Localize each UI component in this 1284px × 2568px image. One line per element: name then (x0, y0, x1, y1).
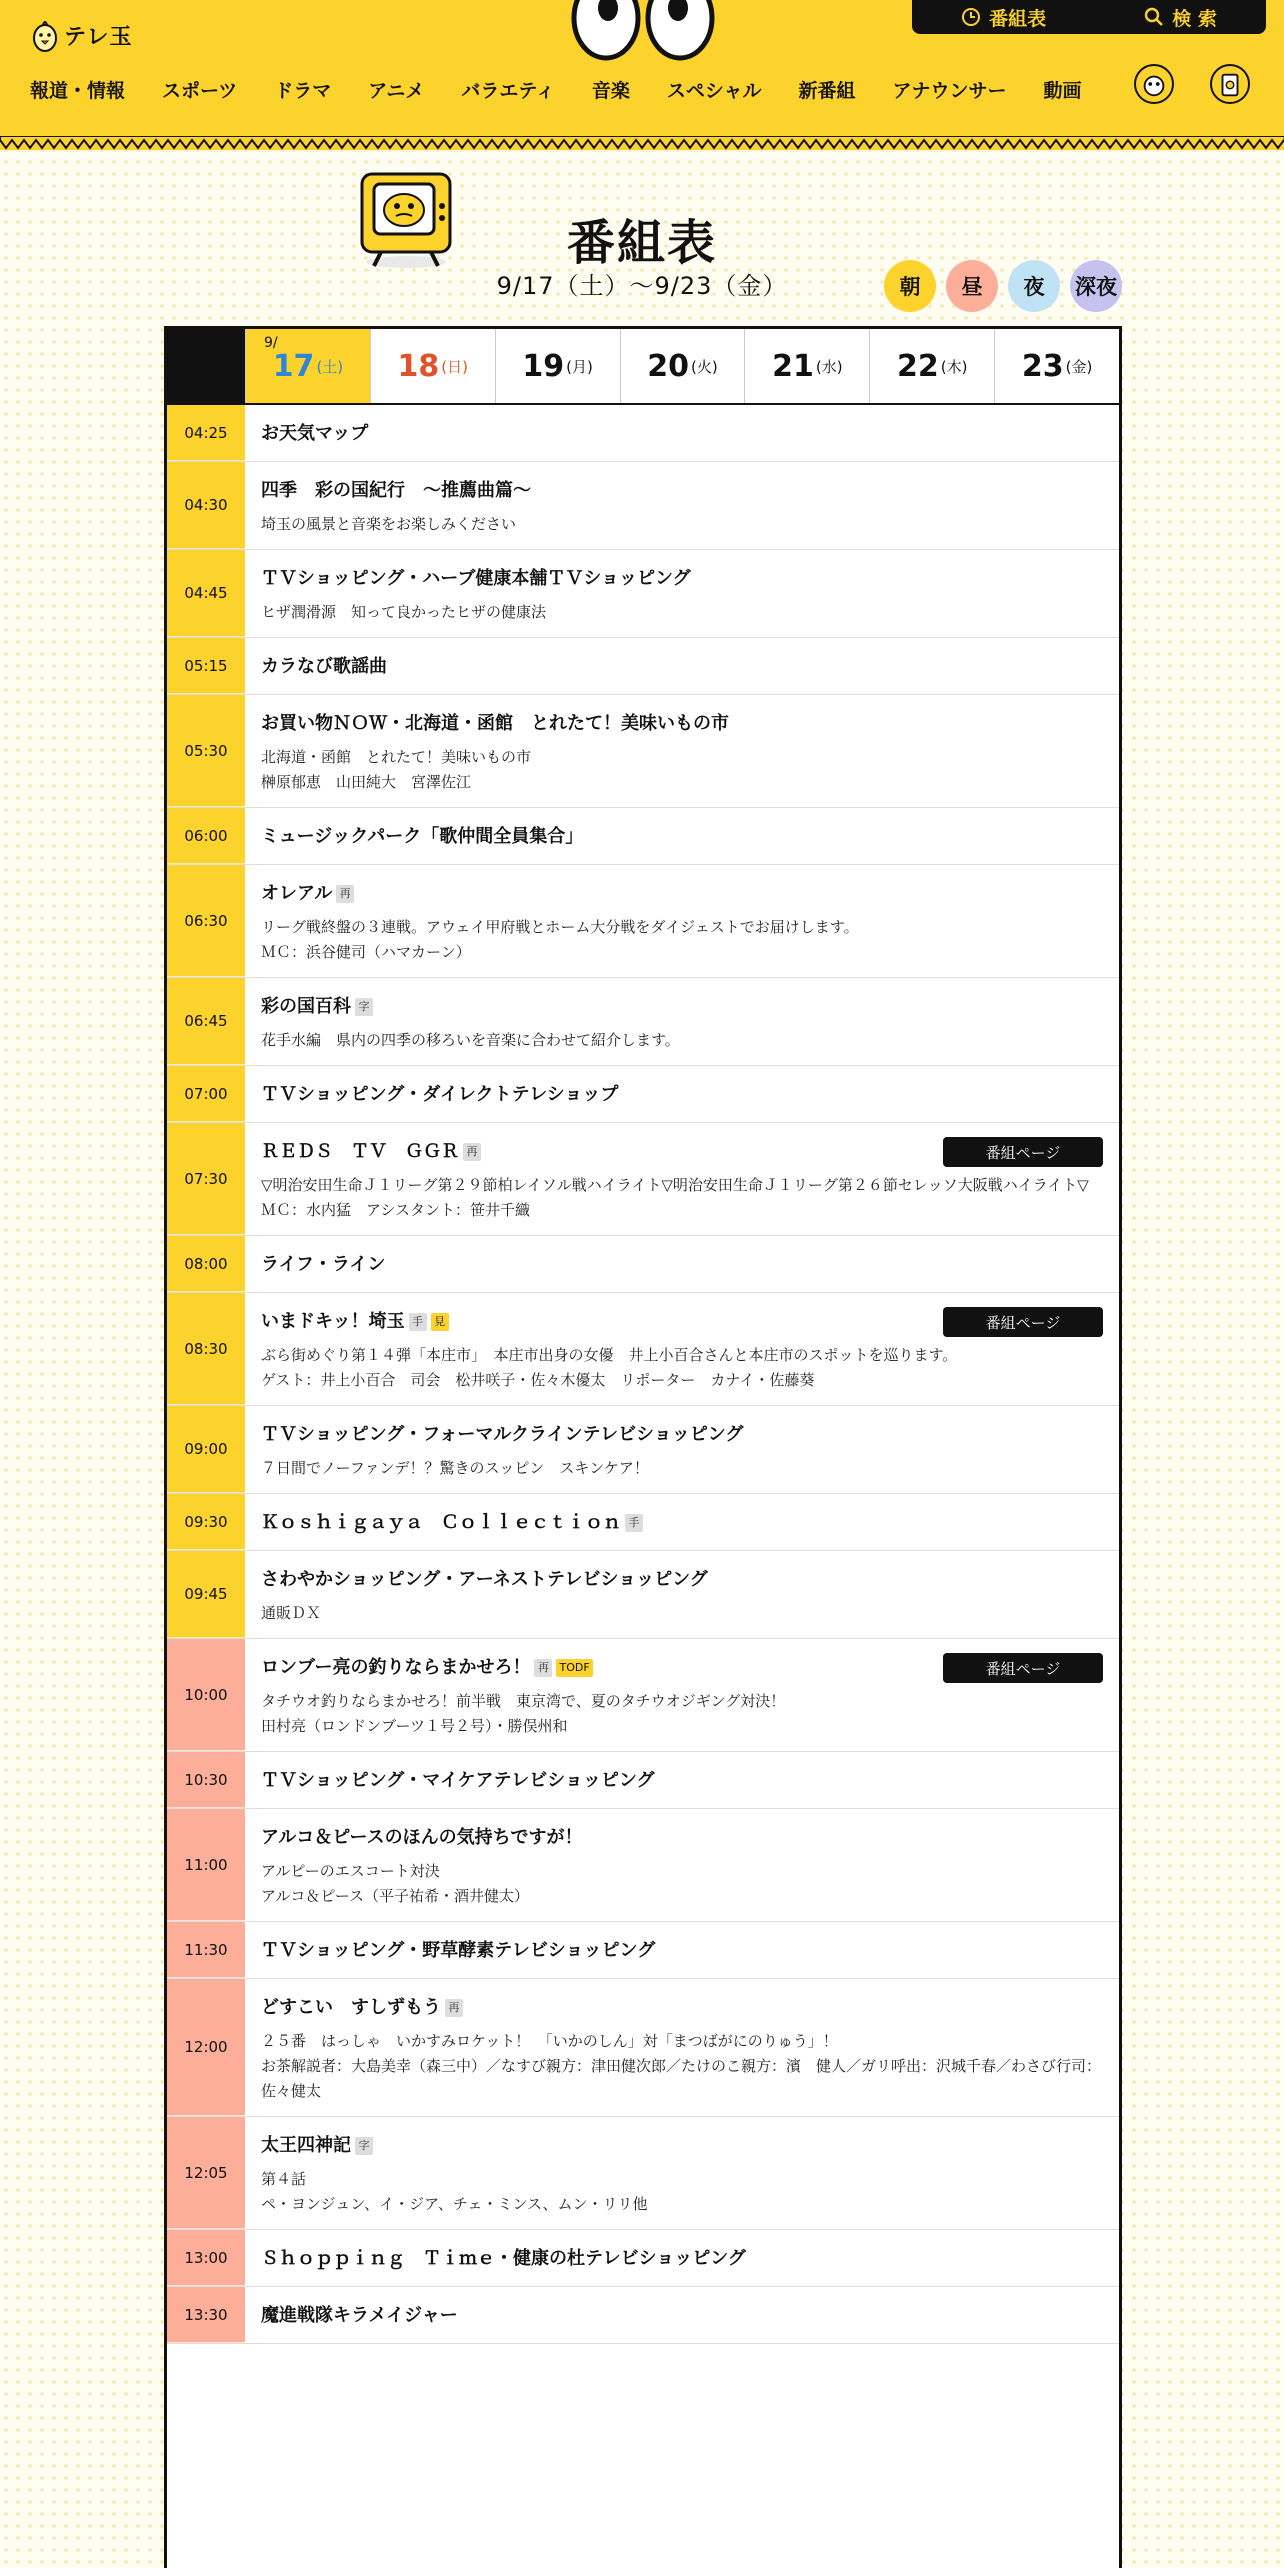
filter-late-night[interactable]: 深夜 (1070, 260, 1122, 312)
nav-news[interactable]: 報道・情報 (30, 80, 126, 102)
nav-new-programs[interactable]: 新番組 (798, 80, 856, 102)
program-row[interactable] (167, 1066, 1119, 1123)
program-body (245, 1922, 1119, 1978)
nav-music[interactable]: 音楽 (591, 80, 630, 102)
program-row[interactable] (167, 1979, 1119, 2117)
program-description: ▽明治安田生命Ｊ１リーグ第２９節柏レイソル戦ハイライト▽明治安田生命Ｊ１リーグ第２６節セレッソ大阪戦ハイライト▽ ＭＣ：水内猛 アシスタント：笹井千織 (261, 1176, 1089, 1219)
program-page-button[interactable]: 番組ページ (943, 1307, 1103, 1337)
program-row[interactable] (167, 1551, 1119, 1639)
program-title-text: 四季 彩の国紀行 ～推薦曲篇～ (261, 480, 531, 501)
program-title[interactable] (261, 419, 1103, 449)
search-icon (1144, 7, 1164, 27)
program-badge: 再 (463, 1143, 481, 1161)
mascot-face-icon (1139, 69, 1169, 99)
program-body (245, 1123, 1119, 1235)
program-title-text: どすこい すしずもう (261, 1997, 441, 2018)
program-badge: 再 (336, 885, 354, 903)
program-body (245, 638, 1119, 694)
program-time: 04:25 (167, 405, 245, 461)
program-time: 04:30 (167, 462, 245, 549)
program-row[interactable] (167, 978, 1119, 1066)
program-row[interactable] (167, 1293, 1119, 1406)
day-weekday: (月) (566, 357, 593, 376)
day-tab-20[interactable] (620, 329, 745, 403)
program-title-text: ロンブー亮の釣りならまかせろ！ (261, 1657, 531, 1678)
program-time: 13:00 (167, 2230, 245, 2286)
program-description: 第４話 ペ・ヨンジュン、イ・ジア、チェ・ミンス、ムン・リリ他 (261, 2170, 648, 2213)
program-title[interactable] (261, 1936, 1103, 1966)
program-title-text: ミュージックパーク「歌仲間全員集合」 (261, 826, 584, 847)
program-body (245, 1236, 1119, 1292)
program-time: 09:45 (167, 1551, 245, 1638)
program-time: 06:00 (167, 808, 245, 864)
program-badge: 字 (355, 998, 373, 1016)
program-list (167, 405, 1119, 2344)
day-number: 19 (522, 348, 565, 384)
program-time: 09:30 (167, 1494, 245, 1550)
program-body (245, 1066, 1119, 1122)
program-title[interactable] (261, 879, 1103, 909)
top-button-bar (912, 0, 1266, 34)
program-description: 通販ＤＸ (261, 1604, 322, 1622)
program-time: 11:00 (167, 1809, 245, 1921)
program-row[interactable] (167, 550, 1119, 638)
program-title-text: ＴＶショッピング・ダイレクトテレショップ (261, 1084, 619, 1105)
day-number: 17 (272, 348, 315, 384)
filter-daytime[interactable]: 昼 (946, 260, 998, 312)
program-description: 花手水編 県内の四季の移ろいを音楽に合わせて紹介します。 (261, 1031, 680, 1049)
day-tab-21[interactable] (744, 329, 869, 403)
program-title-text: 太王四神記 (261, 2135, 351, 2156)
program-title[interactable] (261, 1420, 1103, 1450)
program-badge: TODF (556, 1659, 592, 1677)
program-title-text: いまドキッ！埼玉 (261, 1311, 405, 1332)
program-time: 06:45 (167, 978, 245, 1065)
program-title-text: オレアル (261, 883, 333, 904)
program-title[interactable] (261, 1250, 1103, 1280)
header-zigzag-border (0, 136, 1284, 150)
day-weekday: (金) (1065, 357, 1093, 376)
program-description: ２５番 はっしゃ いかすみロケット！ 「いかのしん」対「まつばがにのりゅう」！ お茶解説者：大島美幸（森三中）／なすび親方：津田健次郎／たけのこ親方：濱 健人／ガリ呼出：沢城千春／わさび行司：佐々健太 (261, 2032, 1102, 2100)
program-title[interactable] (261, 2244, 1103, 2274)
program-title[interactable] (261, 822, 1103, 852)
program-row[interactable] (167, 2230, 1119, 2287)
clock-icon (961, 7, 981, 27)
program-body (245, 1979, 1119, 2116)
program-guide-label: 番組表 (989, 7, 1047, 30)
program-row[interactable] (167, 1639, 1119, 1752)
program-description: ぶら街めぐり第１４弾「本庄市」 本庄市出身の女優 井上小百合さんと本庄市のスポットを巡ります。 ゲスト：井上小百合 司会 松井咲子・佐々木優太 リポーター カナイ・佐藤葵 (261, 1346, 958, 1389)
program-title[interactable] (261, 1508, 1103, 1538)
day-weekday: (木) (940, 357, 968, 376)
program-title-text: ＴＶショッピング・フォーマルクラインテレビショッピング (261, 1424, 744, 1445)
program-description: リーグ戦終盤の３連戦。アウェイ甲府戦とホーム大分戦をダイジェストでお届けします。 ＭＣ：浜谷健司（ハマカーン） (261, 918, 859, 961)
program-title-text: 彩の国百科 (261, 996, 351, 1017)
day-weekday: (土) (316, 357, 344, 376)
program-title-text: ＴＶショッピング・ハーブ健康本舗ＴＶショッピング (261, 568, 691, 589)
nav-anime[interactable]: アニメ (368, 80, 425, 102)
program-row[interactable] (167, 2287, 1119, 2344)
program-time: 06:30 (167, 865, 245, 977)
page-title: 番組表 (566, 215, 717, 271)
program-title-text: カラなび歌謡曲 (261, 656, 387, 677)
program-body (245, 1752, 1119, 1808)
program-title-text: ＲＥＤＳ ＴＶ ＧＧＲ (261, 1141, 459, 1162)
day-tab-19[interactable] (495, 329, 620, 403)
search-button[interactable] (1144, 4, 1217, 31)
time-of-day-filters (884, 260, 1122, 312)
program-title-text: お買い物ＮＯＷ・北海道・函館 とれたて！美味いもの市 (261, 713, 729, 734)
program-title[interactable] (261, 476, 1103, 506)
day-tab-17[interactable] (245, 329, 370, 403)
program-row[interactable] (167, 1752, 1119, 1809)
program-title-text: Ｓｈｏｐｐｉｎｇ Ｔｉｍｅ・健康の杜テレビショッピング (261, 2248, 746, 2269)
date-range: 9/17（土）〜9/23（金） (496, 272, 788, 300)
program-row[interactable] (167, 1922, 1119, 1979)
nav-sports[interactable]: スポーツ (162, 80, 238, 102)
program-title[interactable] (261, 564, 1103, 594)
program-badge: 字 (355, 2137, 373, 2155)
logo-text: テレ玉 (64, 24, 133, 50)
program-body (245, 2287, 1119, 2343)
program-title[interactable] (261, 1823, 1103, 1853)
teletama-point-button[interactable] (1210, 64, 1250, 104)
program-badge: 見 (431, 1313, 449, 1331)
program-time: 12:05 (167, 2117, 245, 2229)
nav-drama[interactable]: ドラマ (274, 80, 332, 102)
program-badge: 再 (445, 1999, 463, 2017)
program-description: アルピーのエスコート対決 アルコ＆ピース（平子祐希・酒井健太） (261, 1862, 530, 1905)
program-description: ７日間でノーファンデ！？驚きのスッピン スキンケア！ (261, 1459, 649, 1477)
filter-morning[interactable]: 朝 (884, 260, 936, 312)
program-title-text: ＴＶショッピング・マイケアテレビショッピング (261, 1770, 655, 1791)
program-row[interactable] (167, 865, 1119, 978)
program-row[interactable] (167, 638, 1119, 695)
program-row[interactable] (167, 695, 1119, 808)
filter-night[interactable]: 夜 (1008, 260, 1060, 312)
day-number: 18 (397, 348, 440, 384)
program-row[interactable] (167, 1123, 1119, 1236)
program-time: 07:30 (167, 1123, 245, 1235)
day-tab-23[interactable] (994, 329, 1119, 403)
program-body (245, 808, 1119, 864)
program-title[interactable] (261, 1080, 1103, 1110)
program-time: 08:00 (167, 1236, 245, 1292)
nav-video[interactable]: 動画 (1043, 80, 1082, 102)
program-title[interactable] (261, 1993, 1103, 2023)
mascot-eyes-icon (570, 0, 716, 62)
program-row[interactable] (167, 2117, 1119, 2230)
program-body (245, 1551, 1119, 1638)
program-title[interactable] (261, 709, 1103, 739)
program-title-text: ライフ・ライン (261, 1254, 386, 1275)
site-header (0, 0, 1284, 150)
program-title-text: 魔進戦隊キラメイジャー (261, 2305, 458, 2326)
program-page-button[interactable]: 番組ページ (943, 1653, 1103, 1683)
program-badge: 再 (534, 1659, 552, 1677)
day-weekday: (火) (691, 357, 718, 376)
program-title[interactable] (261, 1766, 1103, 1796)
day-number: 20 (647, 348, 690, 384)
program-guide-button[interactable] (961, 4, 1046, 31)
program-body (245, 1293, 1119, 1405)
day-number: 21 (772, 348, 814, 384)
program-row[interactable] (167, 405, 1119, 462)
program-body (245, 978, 1119, 1065)
program-body (245, 1494, 1119, 1550)
program-body (245, 462, 1119, 549)
site-logo[interactable] (30, 16, 133, 54)
program-page-button[interactable]: 番組ページ (943, 1137, 1103, 1167)
program-time: 10:30 (167, 1752, 245, 1808)
program-description: 北海道・函館 とれたて！美味いもの市 榊原郁恵 山田純大 宮澤佐江 (261, 748, 532, 791)
program-body (245, 1406, 1119, 1493)
program-time: 10:00 (167, 1639, 245, 1751)
search-label: 検 索 (1172, 7, 1217, 30)
program-time: 11:30 (167, 1922, 245, 1978)
main-nav (30, 76, 1082, 103)
program-body (245, 695, 1119, 807)
program-row[interactable] (167, 462, 1119, 550)
schedule-table (164, 326, 1122, 2568)
program-description: ヒザ潤滑源 知って良かったヒザの健康法 (261, 603, 547, 621)
nav-announcer[interactable]: アナウンサー (892, 80, 1007, 102)
day-tabs-corner (167, 329, 245, 403)
program-title[interactable] (261, 652, 1103, 682)
program-title-text: アルコ＆ピースのほんの気持ちですが！ (261, 1827, 583, 1848)
program-time: 12:00 (167, 1979, 245, 2116)
program-title-text: さわやかショッピング・アーネストテレビショッピング (261, 1569, 708, 1590)
program-time: 07:00 (167, 1066, 245, 1122)
program-body (245, 1639, 1119, 1751)
day-tab-18[interactable] (370, 329, 495, 403)
program-row[interactable] (167, 1236, 1119, 1293)
program-time: 04:45 (167, 550, 245, 637)
program-title-text: ＴＶショッピング・野草酵素テレビショッピング (261, 1940, 656, 1961)
program-body (245, 550, 1119, 637)
day-weekday: (日) (441, 357, 469, 376)
program-description: 埼玉の風景と音楽をお楽しみください (261, 515, 517, 533)
day-tab-22[interactable] (869, 329, 994, 403)
day-tabs (167, 329, 1119, 405)
day-number: 23 (1021, 348, 1064, 384)
program-title[interactable] (261, 2131, 1103, 2161)
program-title[interactable] (261, 992, 1103, 1022)
program-time: 09:00 (167, 1406, 245, 1493)
point-card-icon (1215, 69, 1245, 99)
teletama-app-button[interactable] (1134, 64, 1174, 104)
program-body (245, 2230, 1119, 2286)
program-title[interactable] (261, 1565, 1103, 1595)
program-body (245, 865, 1119, 977)
program-row[interactable] (167, 1406, 1119, 1494)
chick-mascot-icon (30, 16, 60, 54)
program-time: 05:15 (167, 638, 245, 694)
program-row[interactable] (167, 1494, 1119, 1551)
day-tab-list (245, 329, 1119, 403)
program-title[interactable] (261, 2301, 1103, 2331)
day-weekday: (水) (815, 357, 843, 376)
program-description: タチウオ釣りならまかせろ！前半戦 東京湾で、夏のタチウオジギング対決！ 田村亮（ロンドンブーツ１号２号）・勝俣州和 (261, 1692, 786, 1735)
program-badge: 手 (409, 1313, 427, 1331)
day-month: 9/ (264, 335, 278, 351)
program-title-text: お天気マップ (261, 423, 369, 444)
program-body (245, 2117, 1119, 2229)
program-row[interactable] (167, 808, 1119, 865)
program-time: 08:30 (167, 1293, 245, 1405)
program-title-text: Ｋｏｓｈｉｇａｙａ Ｃｏｌｌｅｃｔｉｏｎ (261, 1512, 621, 1533)
day-number: 22 (896, 348, 939, 384)
nav-variety[interactable]: バラエティ (461, 80, 555, 102)
program-body (245, 405, 1119, 461)
program-body (245, 1809, 1119, 1921)
program-time: 13:30 (167, 2287, 245, 2343)
program-time: 05:30 (167, 695, 245, 807)
program-badge: 手 (625, 1514, 643, 1532)
program-row[interactable] (167, 1809, 1119, 1922)
nav-special[interactable]: スペシャル (666, 80, 762, 102)
